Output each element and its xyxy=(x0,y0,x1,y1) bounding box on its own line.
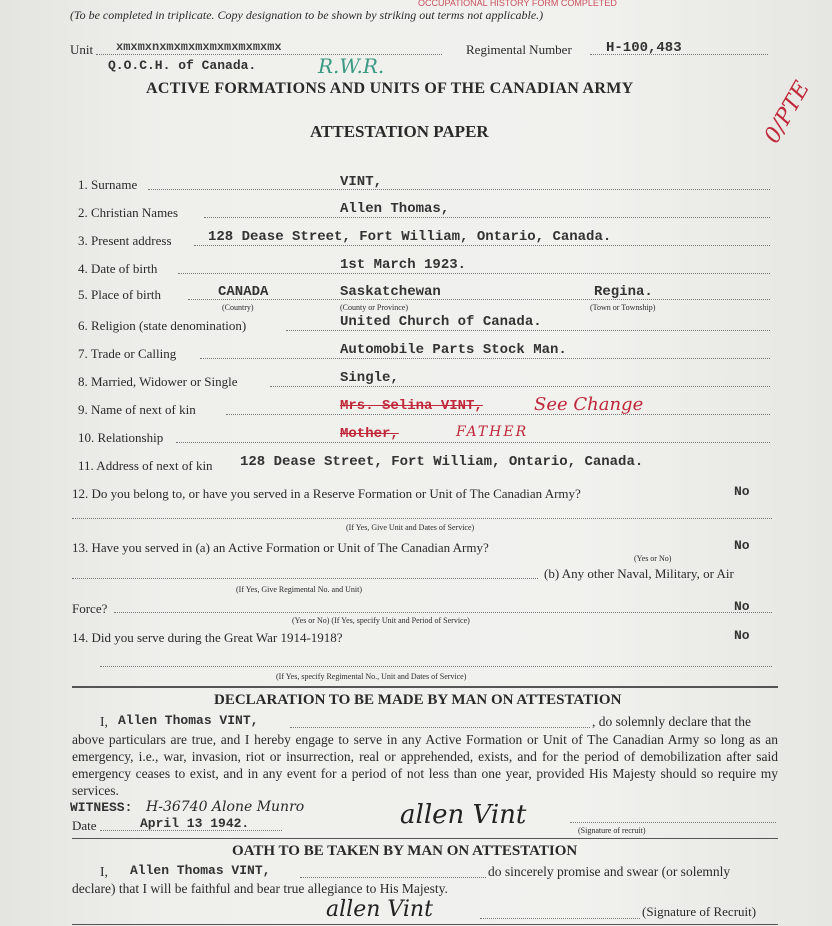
q13-force-answer: No xyxy=(734,599,750,614)
title-attestation: ATTESTATION PAPER xyxy=(310,122,489,141)
regimental-number: H-100,483 xyxy=(606,40,682,56)
oath-signature: allen Vint xyxy=(326,897,433,922)
q14-label: 14. Did you serve during the Great War 1914-1918? xyxy=(72,630,343,645)
declaration-heading: DECLARATION TO BE MADE BY MAN ON ATTESTATION xyxy=(214,692,622,708)
unit-label: Unit xyxy=(70,42,94,57)
instruction: (To be completed in triplicate. Copy designation to be shown by striking out terms not applicable.) xyxy=(70,8,544,22)
field-pob-label: 5. Place of birth xyxy=(78,287,162,302)
field-address-value: 128 Dease Street, Fort William, Ontario, Canada. xyxy=(208,229,612,245)
q13-sub: (If Yes, Give Regimental No. and Unit) xyxy=(236,585,362,594)
field-trade-value: Automobile Parts Stock Man. xyxy=(340,342,567,358)
sig-label: (Signature of recruit) xyxy=(578,826,646,835)
field-relationship-value: Mother, xyxy=(340,426,399,442)
stamp: OCCUPATIONAL HISTORY FORM COMPLETED xyxy=(418,0,617,8)
q13-force-label: Force? xyxy=(72,601,108,616)
oath-prefix: I, xyxy=(100,864,108,879)
field-relationship-note: FATHER xyxy=(456,424,529,440)
q13-force-sub: (Yes or No) (If Yes, specify Unit and Period of Service) xyxy=(292,616,470,625)
sub-country: (Country) xyxy=(222,303,254,312)
field-religion-label: 6. Religion (state denomination) xyxy=(78,318,247,333)
field-pob-town: Regina. xyxy=(594,284,653,300)
field-marital-value: Single, xyxy=(340,370,399,386)
unit-value: Q.O.C.H. of Canada. xyxy=(108,58,257,73)
field-next-of-kin-value: Mrs. Selina VINT, xyxy=(340,398,483,414)
field-address-label: 3. Present address xyxy=(78,233,172,248)
q13-sub-yn: (Yes or No) xyxy=(634,554,672,563)
field-christian-names-value: Allen Thomas, xyxy=(340,201,450,217)
date-label: Date xyxy=(72,818,97,833)
field-pob-province: Saskatchewan xyxy=(340,284,441,300)
oath-name: Allen Thomas VINT, xyxy=(130,863,271,878)
witness-label: WITNESS: xyxy=(70,800,133,815)
field-dob-label: 4. Date of birth xyxy=(78,261,158,276)
oath-sig-label: (Signature of Recruit) xyxy=(642,904,757,919)
q13-label: 13. Have you served in (a) an Active Formation or Unit of The Canadian Army? xyxy=(72,540,489,555)
field-christian-names-label: 2. Christian Names xyxy=(78,205,179,220)
q13b-label: (b) Any other Naval, Military, or Air xyxy=(544,566,734,581)
sub-province: (County or Province) xyxy=(340,303,408,312)
margin-note: 0/PTE xyxy=(759,77,816,148)
unit-handwritten: R.W.R. xyxy=(318,54,385,78)
field-trade-label: 7. Trade or Calling xyxy=(78,346,177,361)
recruit-signature: allen Vint xyxy=(400,800,527,830)
field-dob-value: 1st March 1923. xyxy=(340,257,467,273)
q12-label: 12. Do you belong to, or have you served in a Reserve Formation or Unit of The Canadian Army? xyxy=(72,486,581,501)
field-pob-country: CANADA xyxy=(218,284,269,300)
q13-answer: No xyxy=(734,538,750,553)
declaration-text: above particulars are true, and I hereby engage to serve in any Active Formation or Unit of The Canadian Army so long as an emergency, i.e., war, invasion, riot or insurrection, real or apprehended, exists, and for the period of demobilization after said emergency ceases to exist, and in any event for a period of not less than one year, provided His Majesty should so require my services. xyxy=(72,732,778,798)
q12-sub: (If Yes, Give Unit and Dates of Service) xyxy=(346,523,475,532)
field-surname-label: 1. Surname xyxy=(78,177,138,192)
declaration-text1: , do solemnly declare that the xyxy=(592,714,751,729)
oath-text2: declare) that I will be faithful and bear true allegiance to His Majesty. xyxy=(72,881,448,896)
field-relationship-label: 10. Relationship xyxy=(78,430,164,445)
regimental-label: Regimental Number xyxy=(466,42,572,57)
title-formations: ACTIVE FORMATIONS AND UNITS OF THE CANADIAN ARMY xyxy=(146,80,634,97)
sub-town: (Town or Township) xyxy=(590,303,656,312)
field-kin-address-label: 11. Address of next of kin xyxy=(78,458,213,473)
field-kin-address-value: 128 Dease Street, Fort William, Ontario, Canada. xyxy=(240,454,644,470)
field-religion-value: United Church of Canada. xyxy=(340,314,542,330)
oath-heading: OATH TO BE TAKEN BY MAN ON ATTESTATION xyxy=(232,843,578,859)
unit-struck: xmxmxnxmxmxmxmxmxmxmxmx xyxy=(116,40,282,54)
witness-signature: H-36740 Alone Munro xyxy=(146,799,305,815)
field-next-of-kin-label: 9. Name of next of kin xyxy=(78,402,196,417)
q12-answer: No xyxy=(734,484,750,499)
field-next-of-kin-note: See Change xyxy=(534,394,644,415)
declaration-prefix: I, xyxy=(100,714,108,729)
declaration-date: April 13 1942. xyxy=(140,816,250,831)
oath-text1: do sincerely promise and swear (or solemnly xyxy=(488,864,731,879)
q14-sub: (If Yes, specify Regimental No., Unit and Dates of Service) xyxy=(276,672,467,681)
declaration-name: Allen Thomas VINT, xyxy=(118,713,259,728)
q14-answer: No xyxy=(734,628,750,643)
field-surname-value: VINT, xyxy=(340,174,383,190)
field-marital-label: 8. Married, Widower or Single xyxy=(78,374,238,389)
